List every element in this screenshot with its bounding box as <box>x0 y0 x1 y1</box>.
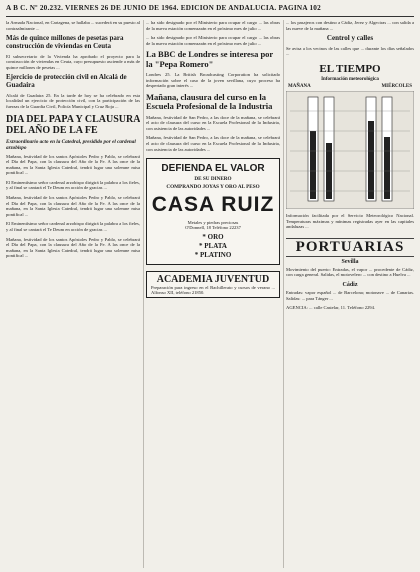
headline-escuela-profesional: Mañana, clausura del curso en la Escuela Profesional de la Industria <box>146 91 273 112</box>
article-papa-text-5: Mañana, festividad de los santos Apóstoles Pedro y Pablo, se celebrará el Día del Papa, con la clausura del Año de la Fe. A las once de la mañana, en la Santa Iglesia Catedral, tendrá lugar una solemne misa pontifical ... <box>6 236 140 259</box>
column-3 <box>286 20 414 568</box>
column-divider-1 <box>143 20 144 568</box>
ad-item-label: PLATINO <box>199 251 232 260</box>
weather-title: EL TIEMPO <box>319 63 381 76</box>
port-cadiz-text: Entradas: vapor español ... de Barcelona; motonave ... de Canarias. Salidas: ... para Tánger ... <box>286 290 414 301</box>
article-escuela-text: Mañana, festividad de San Pedro, a las doce de la mañana, se celebrará el acto de clausura del curso en la Escuela Profesional de la Industria, con asistencia de las autoridades ... <box>146 114 280 131</box>
col3-calles-text: Se avisa a los vecinos de las calles que ... durante los días señalados ... <box>286 45 414 57</box>
ad-item: * PLATINO <box>194 251 232 260</box>
article-papa-text-2: El Eminentísimo señor cardenal arzobispo dirigirá la palabra a los fieles, y al final se cantará el Te Deum en acción de gracias ... <box>6 179 140 191</box>
weather-text: Información facilitada por el Servicio Meteorológico Nacional. Temperaturas máximas y mínimas registradas ayer en las capitales andaluzas ... <box>286 213 414 230</box>
port-section-sevilla: Sevilla <box>341 258 359 265</box>
ad-item: * ORO <box>202 233 224 242</box>
weather-subtitle: Información meteorológica <box>321 77 379 83</box>
academia-text: Preparación para ingreso en el Bachillerato y cursos de verano ... Alfonso XII, teléfono 21850. <box>151 285 275 296</box>
article-papa-text-3: Mañana, festividad de los santos Apóstoles Pedro y Pablo, se celebrará el Día del Papa, con la clausura del Año de la Fe. A las once de la mañana, en la Santa Iglesia Catedral, tendrá lugar una solemne misa pontifical ... <box>6 195 140 217</box>
advertisement-academia <box>146 271 280 298</box>
headline-centrol-calles: Centrol y calles <box>326 34 374 43</box>
weather-thermometer-graphic <box>286 91 414 209</box>
subheadline-catedral: Extraordinario acto en la Catedral, presidido por el cardenal arzobispo <box>6 138 136 151</box>
col2-lead-text-2: ... ha sido designado por el Ministerio para ocupar el cargo ... las obras de la nueva estación comenzarán en el próximo mes de julio ... <box>146 35 280 46</box>
headline-proteccion-civil: Ejercicio de protección civil en Alcalá de Guadaira <box>6 73 127 90</box>
article-papa-text-1: Mañana, festividad de los santos Apóstoles Pedro y Pablo, se celebrará el Día del Papa, con la clausura del Año de la Fe. A las once de la mañana, en la Santa Iglesia Catedral, tendrá lugar una solemne misa pontifical ... <box>6 153 140 176</box>
ad-subtitle-2: COMPRANDO JOYAS Y ORO AL PESO <box>166 184 260 191</box>
col2-lead-text: ... ha sido designado por el Ministerio para ocupar el cargo ... las obras de la nueva estación comenzarán en el próximo mes de julio ... <box>146 20 280 31</box>
article-escuela-text-2: Mañana, festividad de San Pedro, a las doce de la mañana, se celebrará el acto de clausura del curso en la Escuela Profesional de la Industria, con asistencia de las autoridades ... <box>146 135 280 152</box>
ad-item-label: PLATA <box>204 242 227 251</box>
article-bbc-text: Londres 25. La British Broadcasting Corporation ha solicitado información sobre el caso de la joven sevillana, cuyo proceso ha despertado gran interés ... <box>146 72 280 89</box>
headline-viviendas-ceuta: Más de quince millones de pesetas para construcción de viviendas en Ceuta <box>6 34 124 50</box>
ad-title: DEFIENDA EL VALOR <box>161 163 265 175</box>
header-rule <box>6 16 414 17</box>
intro-text: la Armada Nacional, en Cartagena, se hallaba ... sucederá en su puesto al contraalmirante ... <box>6 20 140 31</box>
article-papa-text-4: El Eminentísimo señor cardenal arzobispo dirigirá la palabra a los fieles, y al final se cantará el Te Deum en acción de gracias ... <box>6 221 140 233</box>
academia-title: ACADEMIA JUVENTUD <box>156 274 270 286</box>
column-divider-2 <box>283 20 284 568</box>
ad-items <box>151 233 275 259</box>
weather-left-label: MAÑANA <box>288 84 311 90</box>
headline-portuarias: PORTUARIAS <box>286 238 414 257</box>
page-header: A B C. Nº 20.232. VIERNES 26 DE JUNIO DE 1964. EDICION DE ANDALUCIA. PAGINA 102 <box>6 4 321 12</box>
column-2 <box>146 20 280 568</box>
port-agencia-text: AGENCIA: ... calle Castelar, 11. Teléfono 2294. <box>286 305 376 311</box>
ad-address-line-2: O'Donnell, 18 Teléfono 22237 <box>185 225 241 231</box>
article-proteccion-text: Alcalá de Guadaira 25. En la tarde de hoy se ha celebrado en esta localidad un ejercicio de protección civil, con la participación de las fuerzas de la Guardia Civil, Policía Municipal y Cruz Roja ... <box>6 92 140 109</box>
ad-address-line-1: Metales y piedras preciosas <box>187 220 239 226</box>
port-sevilla-text: Movimiento del puerto: Entradas, el vapor ... procedente de Cádiz, con carga general. Salidas, el motovelero ... con destino a Huelva ... <box>286 266 414 278</box>
column-1 <box>6 20 140 568</box>
advertisement-casa-ruiz <box>146 158 280 265</box>
ad-item-label: ORO <box>207 233 224 242</box>
port-section-cadiz: Cádiz <box>342 282 358 289</box>
ad-subtitle-1: DE SU DINERO <box>194 176 232 183</box>
ad-shop-name: CASA RUIZ <box>151 193 275 217</box>
article-viviendas-text: El subsecretario de la Vivienda ha aprobado el proyecto para la construcción de viviendas en Ceuta, cuyo presupuesto asciende a más de quince millones de pesetas ... <box>6 53 140 70</box>
headline-dia-del-papa: DIA DEL PAPA Y CLAUSURA DEL AÑO DE LA FE <box>6 113 140 136</box>
weather-day-labels <box>288 84 412 89</box>
weather-right-label: MIÉRCOLES <box>381 84 412 90</box>
ad-item: * PLATA <box>199 242 227 251</box>
col3-lead-text: ... los pasajeros con destino a Cádiz, Jerez y Algeciras ... con salida a las nueve de la mañana ... <box>286 20 414 31</box>
headline-bbc-londres: La BBC de Londres se interesa por la "Pepa Romero" <box>146 49 274 69</box>
